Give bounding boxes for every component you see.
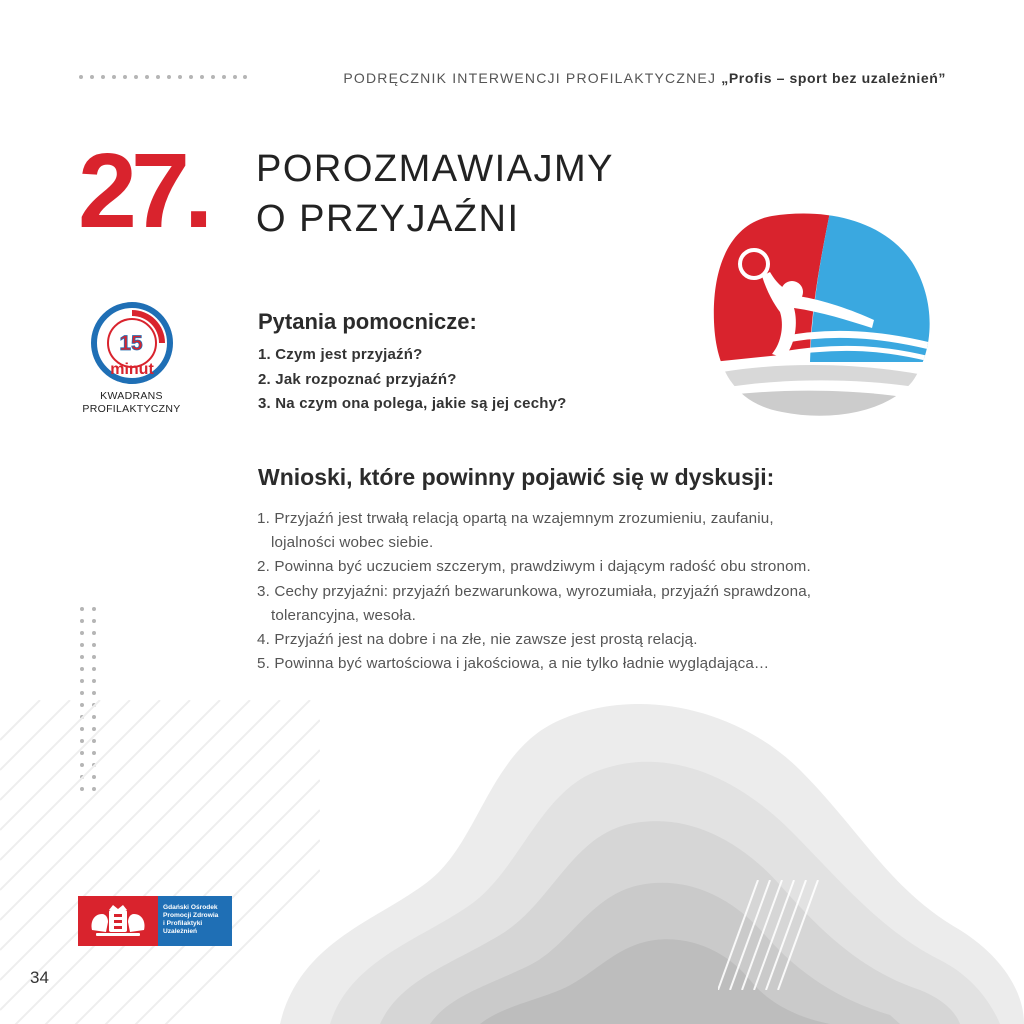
badge-minutes: 15 xyxy=(119,332,143,355)
conclusion-text-continued: lojalności wobec siebie. xyxy=(271,534,434,552)
coat-of-arms-icon xyxy=(78,896,158,946)
conclusion-number: 2. xyxy=(257,558,270,576)
conclusion-text: Przyjaźń jest trwałą relacją opartą na wzajemnym zrozumieniu, zaufaniu, xyxy=(274,510,774,527)
chapter-title-line-1: POROZMAWIAJMY xyxy=(256,148,614,190)
stopwatch-icon xyxy=(86,302,178,384)
conclusion-text: Cechy przyjaźni: przyjaźń bezwarunkowa, wyrozumiała, przyjaźń sprawdzona, xyxy=(274,582,812,600)
conclusions-list xyxy=(257,507,944,676)
questions-heading: Pytania pomocnicze: xyxy=(258,309,477,334)
organization-logo xyxy=(78,896,232,946)
badge-label-line-1: KWADRANS xyxy=(100,390,163,402)
questions-list xyxy=(258,343,567,417)
chapter-number: 27. xyxy=(78,132,208,250)
question-item: 3. Na czym ona polega, jakie są jej cechy? xyxy=(258,395,567,412)
conclusion-item xyxy=(257,628,944,652)
organization-name-line: Promocji Zdrowia xyxy=(163,912,219,919)
conclusion-text: Przyjaźń jest na dobre i na złe, nie zawsze jest prostą relacją. xyxy=(274,631,698,649)
conclusion-item xyxy=(257,652,944,676)
footer-stripes-decoration xyxy=(718,880,828,990)
organization-name xyxy=(158,896,232,946)
abstract-waves-decoration xyxy=(240,690,1024,1024)
running-header xyxy=(343,70,946,86)
conclusion-item xyxy=(257,507,944,555)
question-item: 1. Czym jest przyjaźń? xyxy=(258,346,423,363)
page-number: 34 xyxy=(30,968,49,987)
conclusion-number: 5. xyxy=(257,655,270,673)
badge-unit: minut xyxy=(110,361,154,378)
running-header-bold: „Profis – sport bez uzależnień” xyxy=(721,70,946,86)
conclusion-number: 1. xyxy=(257,510,270,527)
organization-name-line: Gdański Ośrodek xyxy=(163,904,218,911)
conclusions-heading: Wnioski, które powinny pojawić się w dyskusji: xyxy=(258,464,775,490)
conclusion-text: Powinna być wartościowa i jakościowa, a nie tylko ładnie wyglądająca… xyxy=(274,655,770,673)
organization-name-line: Uzależnień xyxy=(163,928,198,935)
conclusion-number: 3. xyxy=(257,582,270,600)
organization-logo-emblem xyxy=(78,896,158,946)
profilactic-quarter-badge xyxy=(74,302,189,422)
water-polo-logo-icon xyxy=(712,212,934,420)
conclusion-item xyxy=(257,580,944,628)
running-header-plain: PODRĘCZNIK INTERWENCJI PROFILAKTYCZNEJ xyxy=(343,70,722,86)
conclusion-text-continued: tolerancyjna, wesoła. xyxy=(271,606,416,624)
chapter-title-line-2: O PRZYJAŹNI xyxy=(256,198,520,240)
conclusion-item xyxy=(257,555,944,579)
question-item: 2. Jak rozpoznać przyjaźń? xyxy=(258,370,457,388)
organization-name-line: i Profilaktyki xyxy=(163,920,203,927)
conclusion-text: Powinna być uczuciem szczerym, prawdziwym i dającym radość obu stronom. xyxy=(274,558,811,576)
conclusion-number: 4. xyxy=(257,631,270,649)
header-dots-decoration xyxy=(78,74,248,80)
badge-label-line-2: PROFILAKTYCZNY xyxy=(82,403,181,415)
